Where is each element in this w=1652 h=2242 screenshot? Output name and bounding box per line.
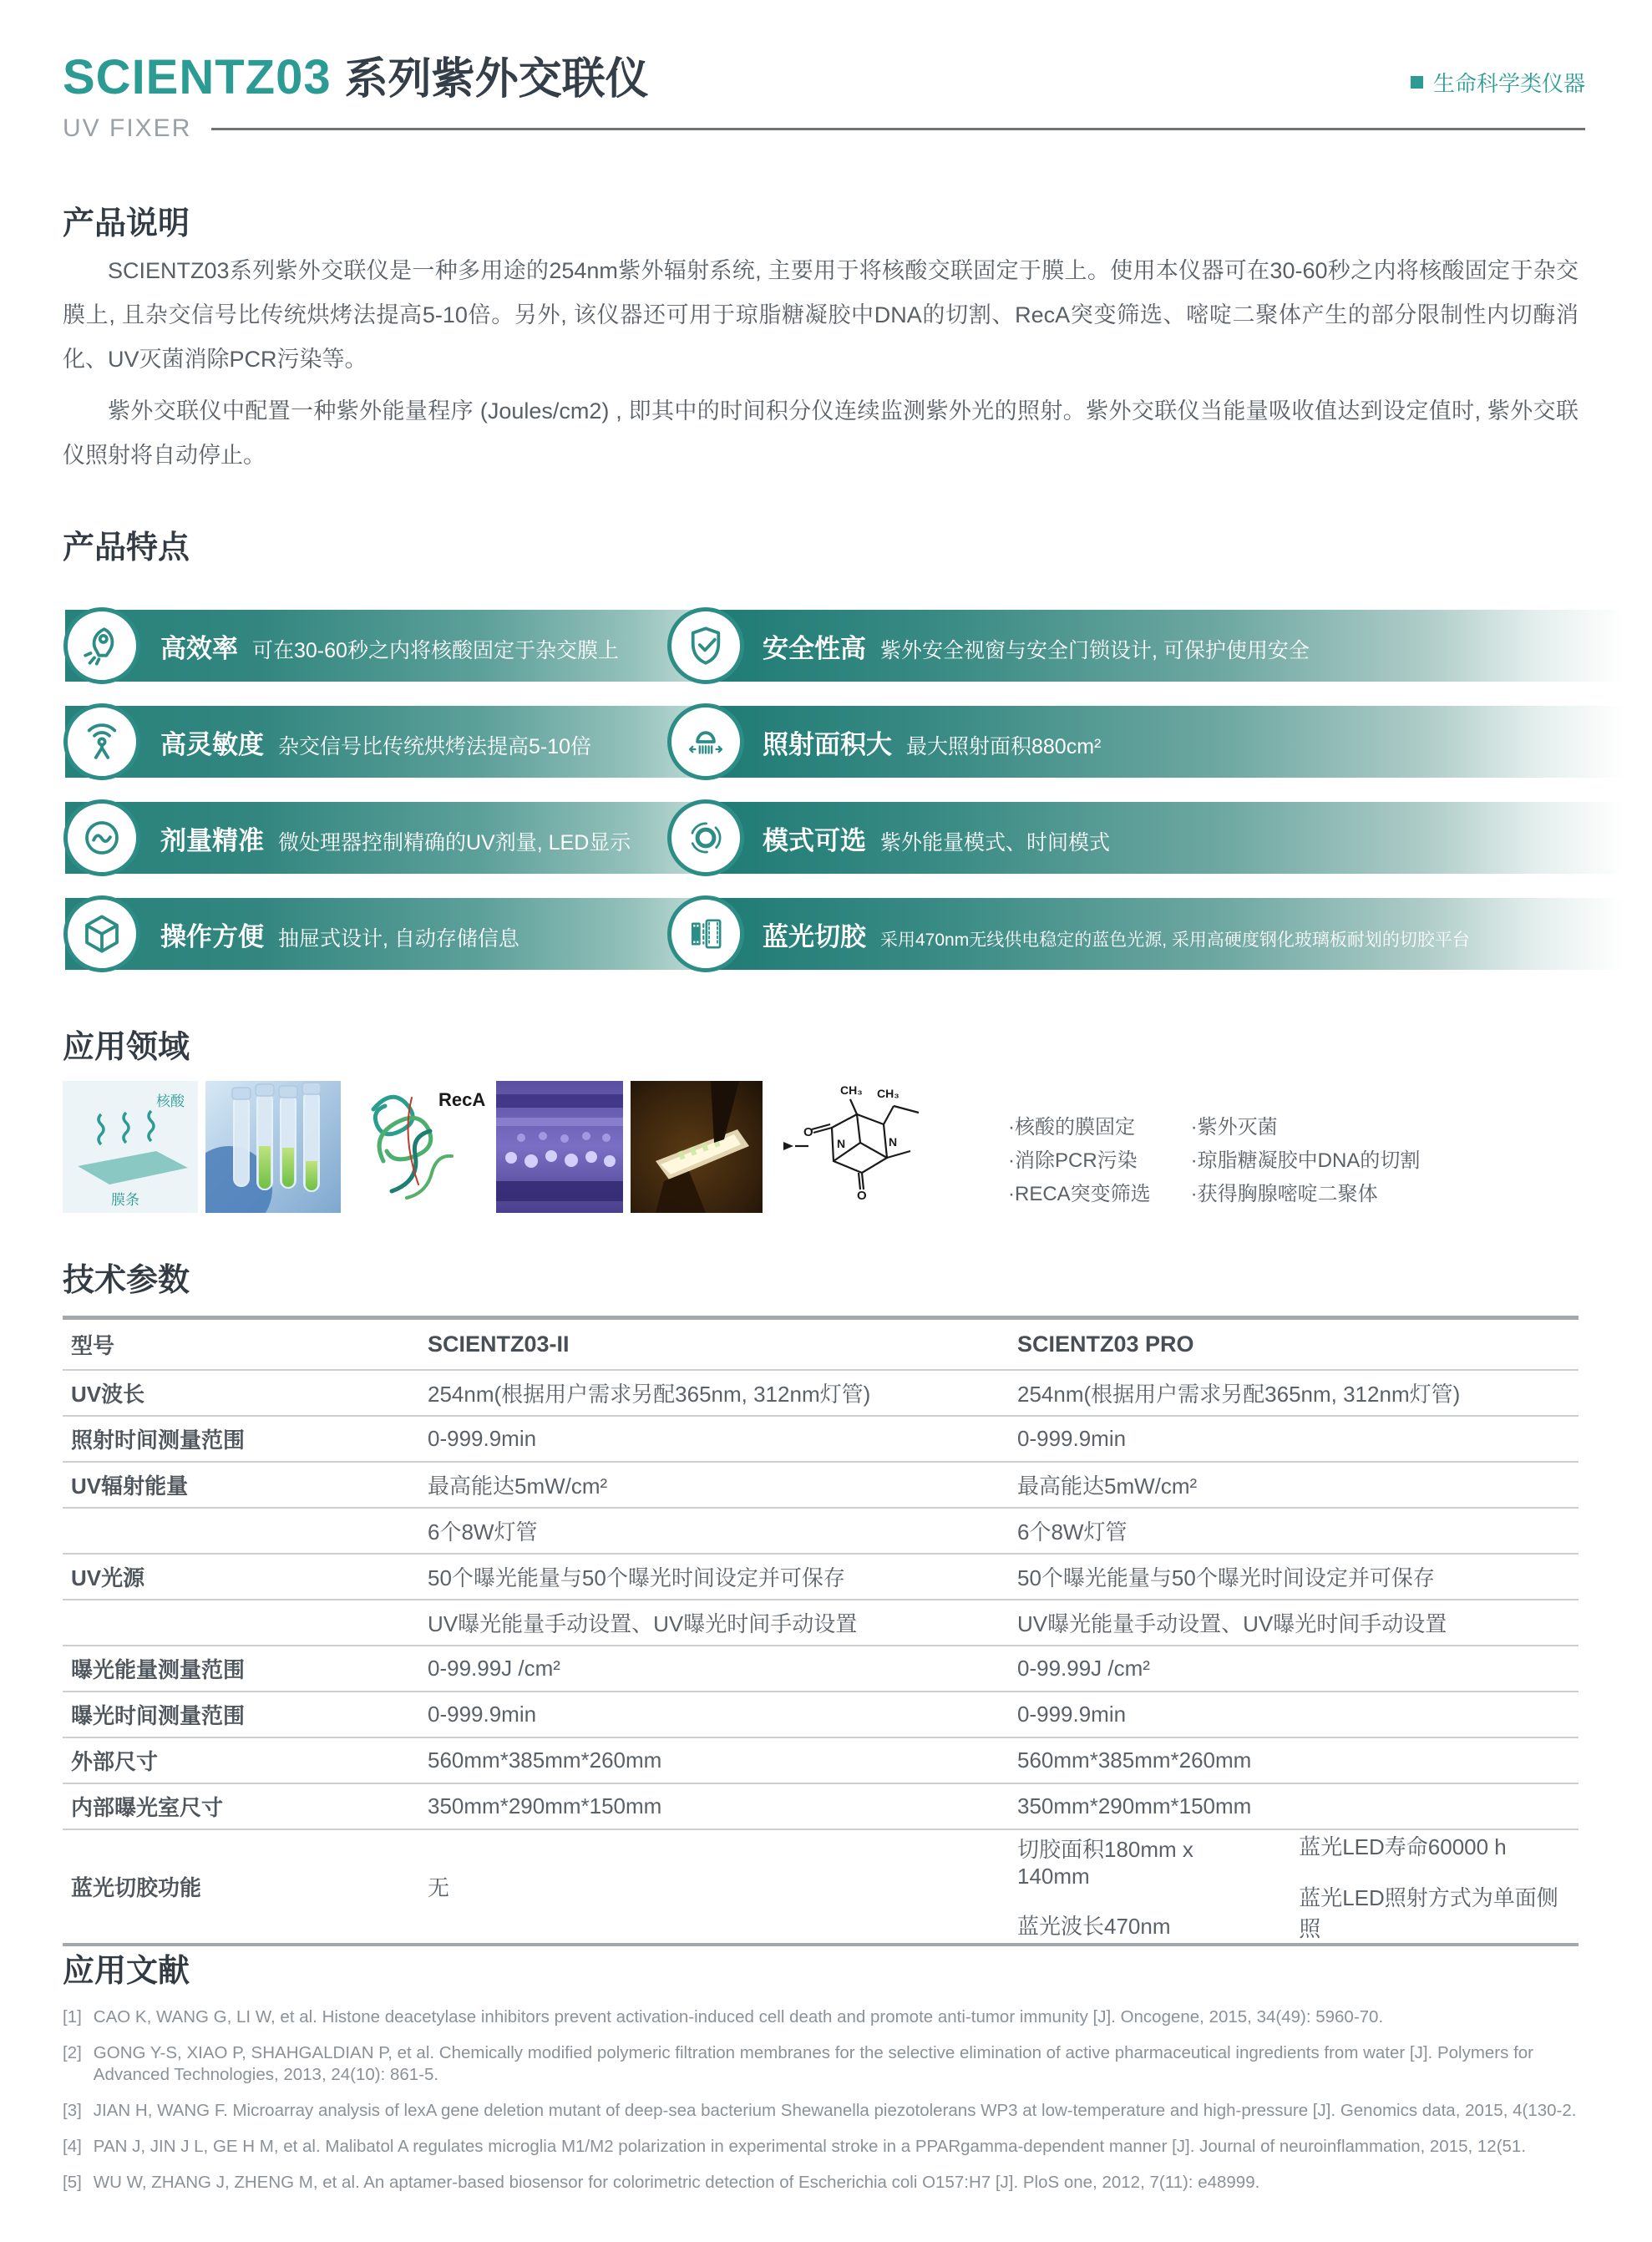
spec-value: 0-999.9min [1017,1702,1127,1727]
mode-rings-icon [667,799,744,876]
membrane-label: 膜条 [111,1192,139,1208]
reference-item [63,2042,1591,2086]
reference-text: WU W, ZHANG J, ZHENG M, et al. An aptamer-based biosensor for colorimetric detection of Escherichia coli O157:H7 [J]. PloS one, 2012, 7(11): e48999. [93,2173,1260,2192]
section-title-specs: 技术参数 [63,1263,190,1298]
spec-value: 254nm(根据用户需求另配365nm, 312nm灯管) [1017,1382,1461,1407]
spec-value-model2: SCIENTZ03 PRO [1017,1332,1194,1357]
feature-banner-efficiency [65,610,706,682]
spec-value-group [1017,1830,1579,1943]
reference-text: GONG Y-S, XIAO P, SHAHGALDIAN P, et al. Chemically modified polymeric filtration membranes for the selective elimination of active pharmaceutical ingredients from water [J]. Polymers for Advanced Technologies, 2013, 24(10): 861-5. [93,2043,1533,2084]
spec-value: 254nm(根据用户需求另配365nm, 312nm灯管) [428,1382,871,1407]
table-row [63,1463,1579,1509]
reference-number: [3] [63,2101,82,2120]
table-row [63,1600,1579,1646]
feature-desc: 最大照射面积880cm² [906,734,1102,758]
cube-icon [63,895,140,972]
category-label: 生命科学类仪器 [1432,71,1585,96]
spec-value: UV曝光能量手动设置、UV曝光时间手动设置 [1017,1611,1447,1636]
application-bullet-lists [1008,1111,1420,1211]
feature-desc: 采用470nm无线供电稳定的蓝色光源, 采用高硬度钢化玻璃板耐划的切胶平台 [880,930,1470,950]
spec-value: 最高能达5mW/cm² [1017,1474,1198,1499]
spec-value: 6个8W灯管 [428,1519,538,1545]
feature-list [65,610,1652,994]
reference-item [63,2136,1591,2158]
table-row [63,1509,1579,1555]
nucleic-acid-label: 核酸 [156,1093,185,1109]
feature-title: 蓝光切胶 [763,921,866,951]
spec-value-model1: SCIENTZ03-II [428,1332,570,1357]
spec-value: 50个曝光能量与50个曝光时间设定并可保存 [1017,1565,1435,1590]
feature-title: 照射面积大 [763,729,892,759]
spec-value: 350mm*290mm*150mm [1017,1793,1252,1818]
feature-title: 安全性高 [763,633,866,663]
test-tubes-image [205,1081,341,1213]
spec-value: 蓝光LED照射方式为单面侧照 [1299,1885,1558,1941]
feature-title: 高灵敏度 [160,729,264,759]
table-row [63,1784,1579,1830]
feature-title: 剂量精准 [160,825,264,855]
reference-number: [5] [63,2173,82,2192]
feature-banner-dose [65,802,706,874]
description-paragraph: SCIENTZ03系列紫外交联仪是一种多用途的254nm紫外辐射系统, 主要用于将核酸交联固定于膜上。使用本仪器可在30-60秒之内将核酸固定于杂交膜上, 且杂交信号比传统烘烤法提高5-10倍。另外, 该仪器还可用于琼脂糖凝胶中DNA的切割、RecA突变筛选、嘧啶二聚体产生的部分限制性内切酶消化、UV灭菌消除PCR污染等。 [63,258,1579,372]
spec-value: 0-999.9min [1017,1426,1127,1451]
reference-number: [2] [63,2043,82,2062]
application-bullets-col2 [1191,1111,1421,1211]
bullet-item: ·RECA突变筛选 [1008,1183,1151,1205]
section-title-description: 产品说明 [63,206,190,241]
table-row [63,1738,1579,1784]
spec-label: 外部尺寸 [71,1749,159,1774]
page-header [63,43,1585,143]
spec-label: 内部曝光室尺寸 [71,1795,224,1820]
table-row [63,1320,1579,1371]
reference-text: PAN J, JIN J L, GE H M, et al. Malibatol A regulates microglia M1/M2 polarization in experimental stroke in a PPARgamma-dependent manner [J]. Journal of neuroinflammation, 2015, 12(51. [93,2137,1527,2156]
section-title-features: 产品特点 [63,530,190,566]
feature-title: 高效率 [160,633,238,663]
film-gel-icon [667,895,744,972]
table-row [63,1371,1579,1417]
reference-text: JIAN H, WANG F. Microarray analysis of lexA gene deletion mutant of deep-sea bacterium Shewanella piezotolerans WP3 at low-temperature and high-pressure [J]. Genomics data, 2015, 4(130-2. [93,2101,1577,2120]
reference-number: [4] [63,2137,82,2156]
rocket-icon [63,607,140,684]
feature-banner-safety [706,610,1652,682]
applications-row [63,1081,1652,1215]
square-bullet-icon [1411,76,1423,89]
spec-value: 0-999.9min [428,1702,537,1727]
spec-value: 560mm*385mm*260mm [1017,1747,1252,1773]
header-divider [211,128,1585,130]
reca-protein-image [348,1081,489,1213]
bullet-item: ·紫外灭菌 [1190,1116,1278,1139]
description-paragraph: 紫外交联仪中配置一种紫外能量程序 (Joules/cm2) , 即其中的时间积分仪连续监测紫外光的照射。紫外交联仪当能量吸收值达到设定值时, 紫外交联仪照射将自动停止。 [63,398,1579,468]
spec-value: 0-99.99J /cm² [1017,1656,1150,1681]
structure-label: O [857,1189,867,1203]
feature-row [65,802,1652,874]
reference-number: [1] [63,2007,82,2026]
spec-label: 曝光时间测量范围 [71,1703,246,1728]
table-row [63,1417,1579,1463]
product-title: 系列紫外交联仪 [344,55,649,104]
feature-desc: 紫外能量模式、时间模式 [880,830,1111,855]
feature-row [65,706,1652,778]
structure-label: CH₃ [840,1083,863,1097]
structure-label: N [889,1135,898,1149]
feature-banner-area [706,706,1652,778]
spec-value: 50个曝光能量与50个曝光时间设定并可保存 [428,1565,845,1590]
membrane-diagram-image [63,1081,198,1213]
reference-item [63,2006,1591,2028]
reference-list [63,2006,1591,2208]
structure-label: CH₃ [877,1087,899,1100]
spec-value: 无 [428,1875,450,1900]
spec-value: 最高能达5mW/cm² [428,1474,608,1499]
feature-row [65,610,1652,682]
category-badge [1411,67,1585,98]
thymine-dimer-structure-image [770,1081,935,1213]
spec-label: 曝光能量测量范围 [71,1657,246,1682]
feature-desc: 微处理器控制精确的UV剂量, LED显示 [278,830,631,855]
structure-label: N [837,1137,846,1150]
feature-banner-operation [65,898,706,970]
description-body [63,249,1579,478]
bullet-item: ·琼脂糖凝胶中DNA的切割 [1190,1149,1421,1172]
spec-label: UV光源 [71,1565,145,1590]
table-row [63,1830,1579,1943]
feature-desc: 抽屉式设计, 自动存储信息 [278,926,519,951]
feature-desc: 紫外安全视窗与安全门锁设计, 可保护使用安全 [880,638,1310,662]
spec-value: 蓝光LED寿命60000 h [1299,1834,1507,1859]
spec-value: 切胶面积180mm x 140mm [1017,1837,1193,1889]
structure-label: O [803,1125,813,1139]
table-row [63,1646,1579,1692]
spec-label: 蓝光切胶功能 [71,1875,202,1900]
spec-value: 0-99.99J /cm² [428,1656,560,1681]
spec-label: UV辐射能量 [71,1474,189,1499]
spec-value: 6个8W灯管 [1017,1519,1128,1545]
brand-name: SCIENTZ03 [63,50,332,104]
spec-label: 型号 [71,1333,115,1358]
feature-title: 模式可选 [763,825,866,855]
bullet-item: ·消除PCR污染 [1008,1149,1138,1172]
reference-text: CAO K, WANG G, LI W, et al. Histone deacetylase inhibitors prevent activation-induced cell death and promote anti-tumor immunity [J]. Oncogene, 2015, 34(49): 5960-70. [93,2007,1384,2026]
feature-row [65,898,1652,970]
table-row [63,1692,1579,1738]
feature-banner-modes [706,802,1652,874]
page-title [63,43,649,106]
section-title-applications: 应用领域 [63,1030,190,1065]
spec-value: 蓝光波长470nm [1017,1914,1171,1939]
feature-title: 操作方便 [160,921,264,951]
spec-value: UV曝光能量手动设置、UV曝光时间手动设置 [428,1611,858,1636]
gel-cutting-image [631,1081,763,1213]
feature-banner-blue-light [706,898,1652,970]
spec-value: 350mm*290mm*150mm [428,1793,662,1818]
bullet-item: ·获得胸腺嘧啶二聚体 [1190,1183,1378,1205]
feature-desc: 可在30-60秒之内将核酸固定于杂交膜上 [252,638,619,662]
spec-label: 照射时间测量范围 [71,1428,246,1453]
section-title-literature: 应用文献 [63,1954,190,1989]
reca-label: RecA [438,1089,486,1110]
feature-banner-sensitivity [65,706,706,778]
specs-table [63,1316,1579,1946]
spec-value: 0-999.9min [428,1426,537,1451]
signal-icon [63,703,140,780]
gauge-wave-icon [63,799,140,876]
reference-item [63,2172,1591,2194]
product-subtitle: UV FIXER [63,114,192,142]
spec-value: 560mm*385mm*260mm [428,1747,662,1773]
shield-check-icon [667,607,744,684]
uv-lamp-icon [667,703,744,780]
feature-desc: 杂交信号比传统烘烤法提高5-10倍 [278,734,592,758]
bullet-item: ·核酸的膜固定 [1008,1116,1135,1139]
reference-item [63,2100,1591,2122]
application-bullets-col1 [1008,1111,1151,1211]
uv-chamber-image [496,1081,623,1213]
spec-label: UV波长 [71,1382,145,1407]
table-row [63,1555,1579,1600]
